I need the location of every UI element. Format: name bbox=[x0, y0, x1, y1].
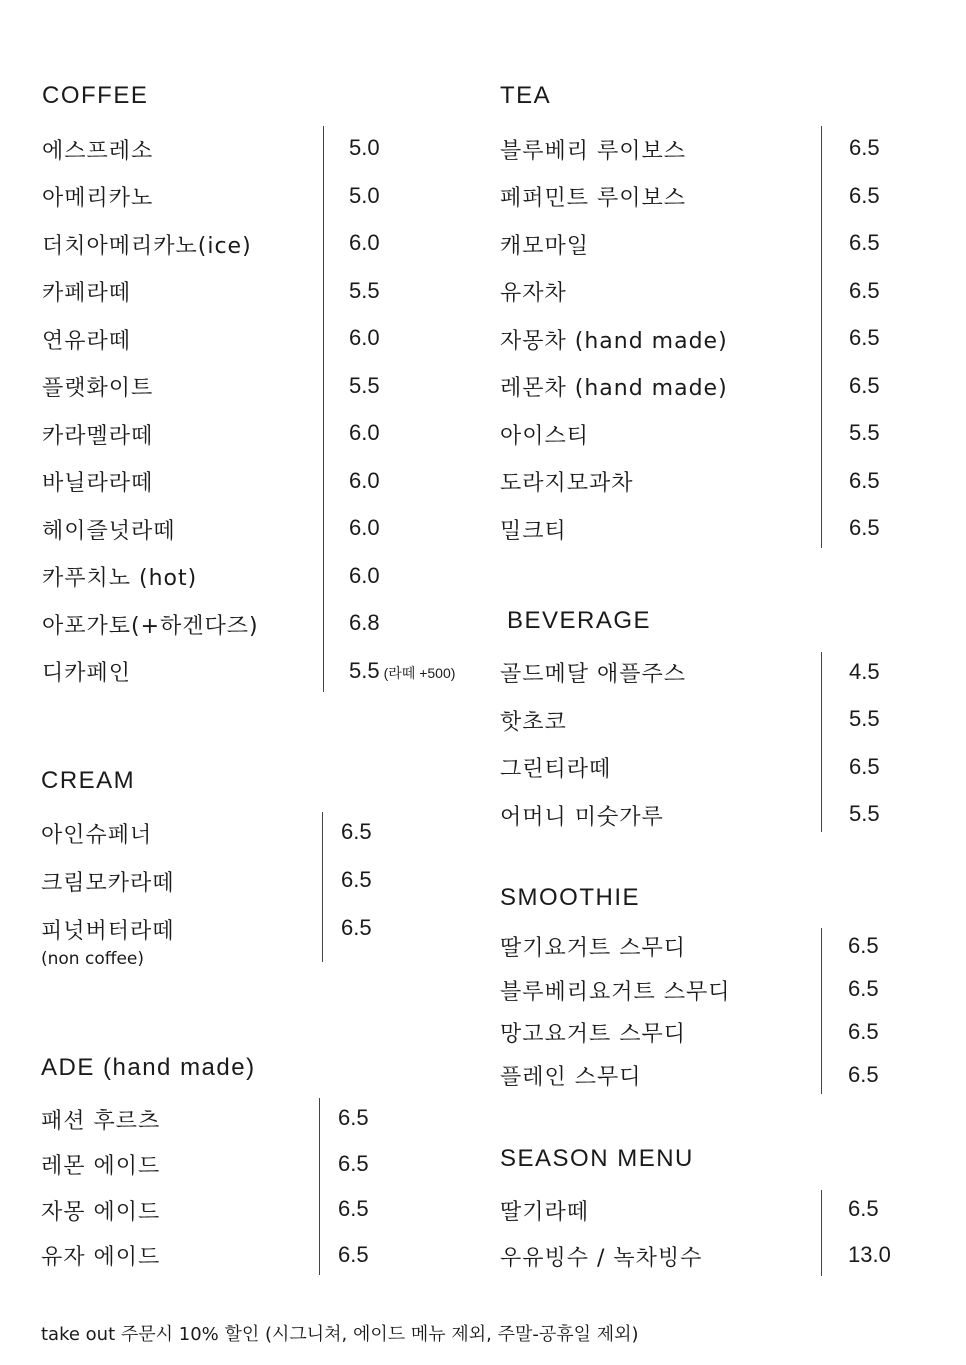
divider-line bbox=[821, 928, 822, 1094]
menu-item-name: 연유라떼 bbox=[42, 329, 132, 354]
menu-item-price bbox=[349, 658, 455, 684]
menu-item-price: 6.5 bbox=[849, 468, 880, 493]
menu-item-name: 도라지모과차 bbox=[500, 471, 634, 496]
section-title-smoothie: SMOOTHIE bbox=[500, 884, 641, 911]
menu-item-price: 5.5 bbox=[349, 278, 380, 303]
menu-item-price: 6.0 bbox=[349, 468, 380, 493]
menu-item-price: 5.5 bbox=[849, 801, 880, 826]
footer-note: take out 주문시 10% 할인 (시그니쳐, 에이드 메뉴 제외, 주말-공휴일 제외) bbox=[41, 1324, 639, 1345]
menu-item-price: 6.5 bbox=[848, 976, 879, 1001]
menu-item-name: 레몬 에이드 bbox=[41, 1154, 161, 1179]
menu-item-name bbox=[42, 229, 252, 260]
section-title-cream: CREAM bbox=[41, 767, 136, 794]
menu-item-name: 딸기요거트 스무디 bbox=[500, 936, 687, 961]
menu-item-price: 6.5 bbox=[849, 278, 880, 303]
menu-item-price: 6.5 bbox=[848, 1062, 879, 1087]
divider-line bbox=[322, 812, 323, 962]
section-title-ade: ADE (hand made) bbox=[41, 1054, 256, 1081]
menu-item-name: 헤이즐넛라떼 bbox=[42, 519, 176, 544]
menu-item-price: 4.5 bbox=[849, 659, 880, 684]
menu-item-price: 5.0 bbox=[349, 183, 380, 208]
divider-line bbox=[821, 1190, 822, 1276]
menu-item-price: 5.0 bbox=[349, 135, 380, 160]
menu-item-price: 6.5 bbox=[849, 325, 880, 350]
menu-item-name: 유자 에이드 bbox=[41, 1245, 161, 1270]
menu-item-name-text: 더치아메리카노(ice) bbox=[42, 234, 252, 259]
menu-item-name: 자몽 에이드 bbox=[41, 1200, 161, 1225]
menu-item-name: 디카페인 bbox=[42, 661, 132, 686]
section-title-tea: TEA bbox=[500, 82, 552, 109]
menu-item-name: 어머니 미숫가루 bbox=[500, 805, 664, 830]
menu-item-name: 플랫화이트 bbox=[42, 376, 154, 401]
menu-item-price: 6.5 bbox=[849, 183, 880, 208]
menu-item-price: 6.0 bbox=[349, 420, 380, 445]
menu-item-price: 6.5 bbox=[848, 1196, 879, 1221]
menu-item-name: 레몬차 (hand made) bbox=[500, 376, 728, 401]
menu-item-name: 골드메달 애플주스 bbox=[500, 662, 687, 687]
price-note: (라떼 +500) bbox=[383, 665, 456, 681]
menu-item-price: 5.5 bbox=[849, 706, 880, 731]
menu-item-price: 6.5 bbox=[341, 819, 372, 844]
menu-item-price: 6.5 bbox=[849, 373, 880, 398]
menu-item-name: 블루베리 루이보스 bbox=[500, 139, 687, 164]
divider-line bbox=[323, 126, 324, 692]
menu-item-name: 카라멜라떼 bbox=[42, 424, 154, 449]
divider-line bbox=[821, 652, 822, 832]
menu-item-name: 캐모마일 bbox=[500, 234, 590, 259]
menu-item-name: 카페라떼 bbox=[42, 281, 132, 306]
menu-item-price: 6.0 bbox=[349, 563, 380, 588]
menu-item-price: 5.5 bbox=[349, 373, 380, 398]
menu-item-subtext: (non coffee) bbox=[41, 949, 144, 969]
menu-item-name: 패션 후르츠 bbox=[41, 1109, 161, 1134]
section-title-beverage: BEVERAGE bbox=[507, 607, 652, 634]
menu-item-name: 에스프레소 bbox=[42, 139, 154, 164]
menu-item-name: 아메리카노 bbox=[42, 186, 154, 211]
menu-item-price: 6.5 bbox=[849, 230, 880, 255]
menu-item-price: 6.5 bbox=[848, 1019, 879, 1044]
menu-item-price: 6.5 bbox=[849, 515, 880, 540]
menu-item-name: 우유빙수 / 녹차빙수 bbox=[500, 1246, 703, 1271]
menu-item-price: 6.5 bbox=[341, 867, 372, 892]
menu-item-name: 아인슈페너 bbox=[41, 823, 153, 848]
menu-item-name: 아포가토(+하겐다즈) bbox=[42, 614, 259, 639]
menu-item-price: 6.5 bbox=[338, 1105, 369, 1130]
menu-item-price: 6.0 bbox=[349, 230, 380, 255]
menu-item-name: 자몽차 (hand made) bbox=[500, 329, 728, 354]
menu-item-name: 딸기라떼 bbox=[500, 1200, 590, 1225]
menu-item-name: 망고요거트 스무디 bbox=[500, 1022, 687, 1047]
menu-item-price: 6.5 bbox=[338, 1242, 369, 1267]
menu-item-price: 6.5 bbox=[849, 135, 880, 160]
divider-line bbox=[319, 1098, 320, 1275]
divider-line bbox=[821, 126, 822, 548]
menu-item-price: 6.5 bbox=[848, 933, 879, 958]
menu-item-name: 그린티라떼 bbox=[500, 757, 612, 782]
menu-item-price: 13.0 bbox=[848, 1242, 891, 1267]
menu-item-name: 블루베리요거트 스무디 bbox=[500, 980, 731, 1005]
menu-item-name: 카푸치노 (hot) bbox=[42, 566, 198, 591]
menu-item-name: 바닐라라떼 bbox=[42, 471, 154, 496]
menu-item-price: 6.5 bbox=[338, 1196, 369, 1221]
menu-item-price: 6.0 bbox=[349, 325, 380, 350]
menu-item-name: 플레인 스무디 bbox=[500, 1065, 642, 1090]
section-title-season: SEASON MENU bbox=[500, 1145, 694, 1172]
menu-item-price: 6.5 bbox=[849, 754, 880, 779]
menu-item-name: 크림모카라떼 bbox=[41, 871, 175, 896]
menu-item-name: 밀크티 bbox=[500, 519, 567, 544]
menu-item-price: 6.5 bbox=[338, 1151, 369, 1176]
section-title-coffee: COFFEE bbox=[42, 82, 149, 109]
menu-item-name: 유자차 bbox=[500, 281, 567, 306]
menu-item-price: 6.8 bbox=[349, 610, 380, 635]
menu-item-name: 페퍼민트 루이보스 bbox=[500, 186, 687, 211]
menu-item-price-value: 5.5 bbox=[349, 658, 380, 683]
menu-item-name: 피넛버터라떼 bbox=[41, 919, 175, 944]
menu-item-name: 핫초코 bbox=[500, 710, 567, 735]
menu-item-price: 6.0 bbox=[349, 515, 380, 540]
menu-item-price: 6.5 bbox=[341, 915, 372, 940]
menu-item-name: 아이스티 bbox=[500, 424, 590, 449]
menu-item-price: 5.5 bbox=[849, 420, 880, 445]
